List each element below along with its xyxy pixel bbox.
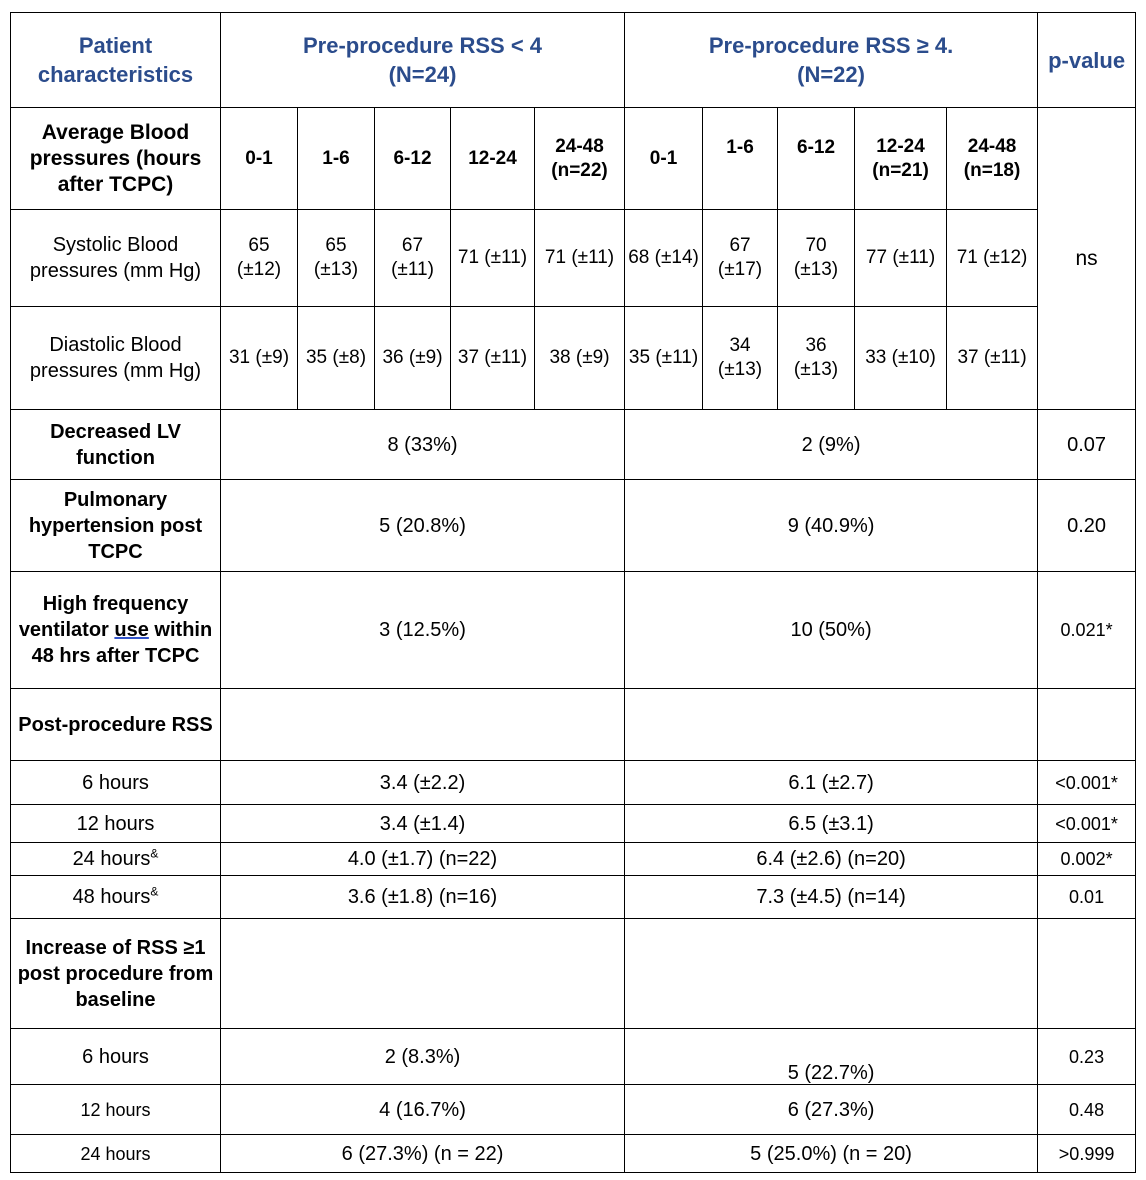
- post-rss-row: [11, 805, 1136, 843]
- pulmonary-hypertension-label: Pulmonary hypertension post TCPC: [11, 480, 221, 572]
- header-group-high-rss-n: (N=22): [797, 62, 865, 87]
- post-rss-section-row: [11, 689, 1136, 761]
- bp-section-label: Average Blood pressures (hours after TCPC): [11, 108, 221, 210]
- systolic-cell: 77 (±11): [855, 210, 947, 307]
- rss-increase-g1: 4 (16.7%): [221, 1085, 625, 1135]
- header-group-low-rss-title: Pre-procedure RSS < 4: [302, 33, 543, 58]
- pulmonary-hypertension-g1: 5 (20.8%): [221, 480, 625, 572]
- systolic-cell: 67 (±17): [703, 210, 778, 307]
- systolic-cell: 71 (±11): [535, 210, 625, 307]
- rss-increase-g2-value: 5 (22.7%): [787, 1061, 875, 1084]
- systolic-cell: 71 (±11): [451, 210, 535, 307]
- lv-function-g2: 2 (9%): [625, 410, 1038, 480]
- post-rss-g2: 7.3 (±4.5) (n=14): [625, 876, 1038, 919]
- rss-increase-g1: 6 (27.3%) (n = 22): [221, 1135, 625, 1173]
- empty-cell: [1038, 689, 1136, 761]
- post-rss-p: <0.001*: [1038, 761, 1136, 805]
- rss-increase-p: >0.999: [1038, 1135, 1136, 1173]
- rss-increase-time-label: 12 hours: [11, 1085, 221, 1135]
- diastolic-cell: 35 (±8): [298, 307, 375, 410]
- diastolic-cell: 38 (±9): [535, 307, 625, 410]
- diastolic-cell: 37 (±11): [947, 307, 1038, 410]
- hfv-p: 0.021*: [1038, 572, 1136, 689]
- interval-cell: 1-6: [298, 108, 375, 210]
- header-group-low-rss-n: (N=24): [388, 62, 457, 87]
- post-rss-time-sup: &: [150, 884, 159, 899]
- systolic-cell: 68 (±14): [625, 210, 703, 307]
- hfv-g2: 10 (50%): [625, 572, 1038, 689]
- post-rss-time-label: [11, 876, 221, 919]
- interval-cell: 0-1: [221, 108, 298, 210]
- post-rss-row: [11, 843, 1136, 876]
- rss-increase-g1: 2 (8.3%): [221, 1029, 625, 1085]
- interval-cell: 6-12: [375, 108, 451, 210]
- post-rss-time-text: 24 hours: [72, 848, 151, 870]
- post-rss-time-text: 6 hours: [82, 771, 149, 794]
- post-rss-p: 0.002*: [1038, 843, 1136, 876]
- rss-increase-time-label: 24 hours: [11, 1135, 221, 1173]
- empty-cell: [221, 919, 625, 1029]
- diastolic-cell: 35 (±11): [625, 307, 703, 410]
- post-rss-time-text: 12 hours: [76, 812, 155, 835]
- post-rss-time-label: [11, 843, 221, 876]
- interval-cell: 24-48 (n=18): [947, 108, 1038, 210]
- post-rss-g2: 6.4 (±2.6) (n=20): [625, 843, 1038, 876]
- post-rss-label: Post-procedure RSS: [11, 689, 221, 761]
- hfv-label-part-b: use: [114, 619, 149, 641]
- hfv-g1: 3 (12.5%): [221, 572, 625, 689]
- rss-increase-label: Increase of RSS ≥1 post procedure from baseline: [11, 919, 221, 1029]
- pulmonary-hypertension-g2: 9 (40.9%): [625, 480, 1038, 572]
- lv-function-p: 0.07: [1038, 410, 1136, 480]
- post-rss-row: [11, 876, 1136, 919]
- diastolic-cell: 36 (±13): [778, 307, 855, 410]
- hfv-label: [11, 572, 221, 689]
- diastolic-cell: 34 (±13): [703, 307, 778, 410]
- interval-cell: 0-1: [625, 108, 703, 210]
- rss-increase-row: [11, 1085, 1136, 1135]
- rss-increase-row: [11, 1029, 1136, 1085]
- diastolic-cell: 36 (±9): [375, 307, 451, 410]
- bp-p-value: ns: [1038, 108, 1136, 410]
- diastolic-cell: 31 (±9): [221, 307, 298, 410]
- post-rss-g1: 4.0 (±1.7) (n=22): [221, 843, 625, 876]
- lv-function-row: [11, 410, 1136, 480]
- systolic-cell: 71 (±12): [947, 210, 1038, 307]
- patient-characteristics-table: [10, 12, 1136, 1173]
- empty-cell: [1038, 919, 1136, 1029]
- post-rss-g1: 3.4 (±1.4): [221, 805, 625, 843]
- post-rss-time-sup: &: [150, 846, 159, 861]
- hfv-row: [11, 572, 1136, 689]
- header-group-low-rss: [221, 13, 625, 108]
- diastolic-cell: 33 (±10): [855, 307, 947, 410]
- empty-cell: [625, 919, 1038, 1029]
- post-rss-g2: 6.5 (±3.1): [625, 805, 1038, 843]
- diastolic-row: [11, 307, 1136, 410]
- hfv-label-part-c: within 48 hrs after TCPC: [31, 619, 213, 667]
- rss-increase-row: [11, 1135, 1136, 1173]
- systolic-cell: 70 (±13): [778, 210, 855, 307]
- post-rss-time-text: 48 hours: [72, 886, 151, 908]
- post-rss-g1: 3.4 (±2.2): [221, 761, 625, 805]
- rss-increase-section-row: [11, 919, 1136, 1029]
- rss-increase-time-label: 6 hours: [11, 1029, 221, 1085]
- header-group-high-rss-title: Pre-procedure RSS ≥ 4.: [708, 33, 954, 58]
- header-patient-characteristics: Patient characteristics: [11, 13, 221, 108]
- systolic-row: [11, 210, 1136, 307]
- rss-increase-g2: 5 (25.0%) (n = 20): [625, 1135, 1038, 1173]
- rss-increase-g2: [625, 1029, 1038, 1085]
- post-rss-time-label: [11, 761, 221, 805]
- header-group-high-rss: [625, 13, 1038, 108]
- post-rss-row: [11, 761, 1136, 805]
- empty-cell: [625, 689, 1038, 761]
- lv-function-g1: 8 (33%): [221, 410, 625, 480]
- pulmonary-hypertension-p: 0.20: [1038, 480, 1136, 572]
- post-rss-p: <0.001*: [1038, 805, 1136, 843]
- post-rss-time-label: [11, 805, 221, 843]
- systolic-label: Systolic Blood pressures (mm Hg): [11, 210, 221, 307]
- rss-increase-g2: 6 (27.3%): [625, 1085, 1038, 1135]
- post-rss-g1: 3.6 (±1.8) (n=16): [221, 876, 625, 919]
- empty-cell: [221, 689, 625, 761]
- diastolic-label: Diastolic Blood pressures (mm Hg): [11, 307, 221, 410]
- rss-increase-p: 0.48: [1038, 1085, 1136, 1135]
- interval-cell: 6-12: [778, 108, 855, 210]
- table-header-row: [11, 13, 1136, 108]
- interval-cell: 24-48 (n=22): [535, 108, 625, 210]
- lv-function-label: Decreased LV function: [11, 410, 221, 480]
- systolic-cell: 65 (±13): [298, 210, 375, 307]
- header-p-value: p-value: [1038, 13, 1136, 108]
- interval-cell: 1-6: [703, 108, 778, 210]
- characteristics-table-wrapper: [10, 12, 1136, 1173]
- post-rss-p: 0.01: [1038, 876, 1136, 919]
- interval-cell: 12-24 (n=21): [855, 108, 947, 210]
- rss-increase-p: 0.23: [1038, 1029, 1136, 1085]
- post-rss-g2: 6.1 (±2.7): [625, 761, 1038, 805]
- systolic-cell: 67 (±11): [375, 210, 451, 307]
- diastolic-cell: 37 (±11): [451, 307, 535, 410]
- pulmonary-hypertension-row: [11, 480, 1136, 572]
- hfv-label-part-a: High frequency ventilator: [18, 593, 189, 641]
- bp-interval-row: [11, 108, 1136, 210]
- interval-cell: 12-24: [451, 108, 535, 210]
- systolic-cell: 65 (±12): [221, 210, 298, 307]
